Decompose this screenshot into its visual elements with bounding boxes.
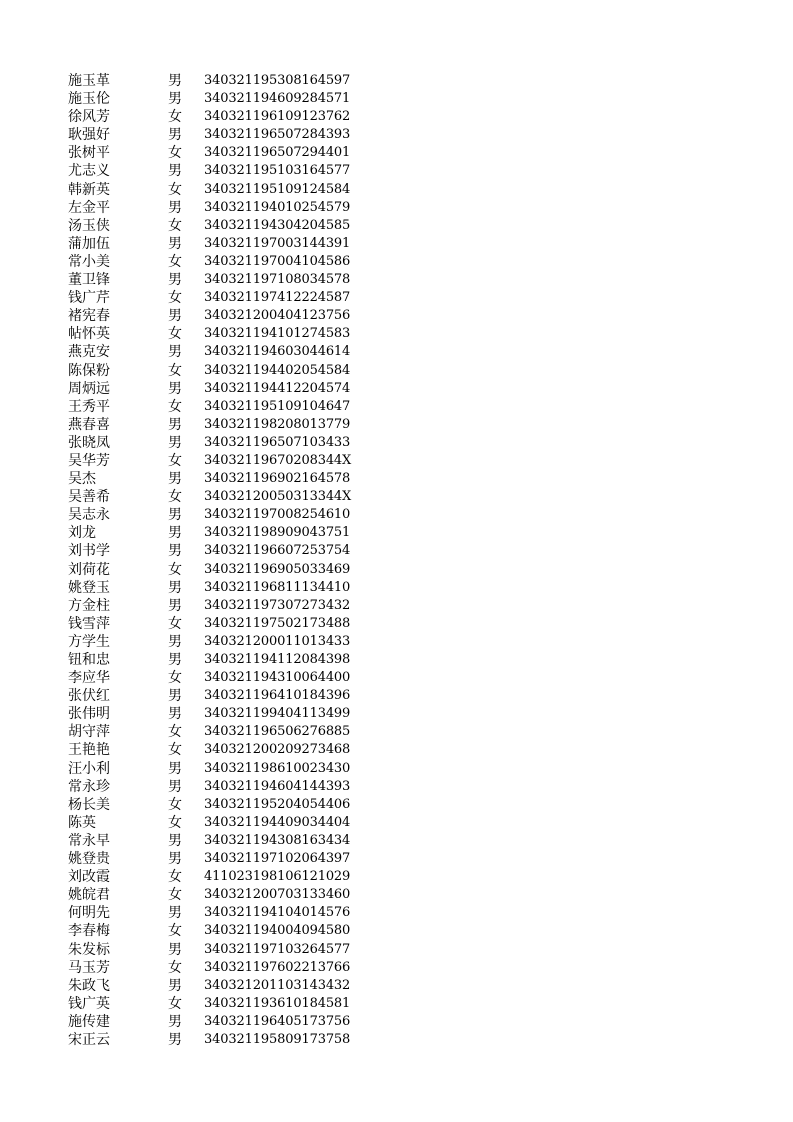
table-row [0, 687, 793, 705]
name-cell: 韩新英 [68, 181, 110, 198]
gender-cell: 女 [168, 615, 182, 632]
gender-cell: 男 [168, 633, 182, 650]
id-number-cell: 340321197412224587 [204, 290, 351, 306]
id-number-cell: 340321194304204585 [204, 217, 351, 233]
table-row [0, 651, 793, 669]
name-cell: 尤志义 [68, 163, 110, 180]
gender-cell: 女 [168, 181, 182, 198]
id-number-cell: 340321194609284571 [204, 91, 351, 107]
name-cell: 姚皖君 [68, 887, 110, 904]
id-number-cell: 340321201103143432 [204, 977, 351, 993]
gender-cell: 女 [168, 217, 182, 234]
id-number-cell: 340321196410184396 [204, 688, 351, 704]
name-cell: 董卫锋 [68, 272, 110, 289]
name-cell: 钱雪萍 [68, 615, 110, 632]
name-cell: 胡守萍 [68, 724, 110, 741]
table-row [0, 307, 793, 325]
table-row [0, 235, 793, 253]
gender-cell: 男 [168, 543, 182, 560]
gender-cell: 男 [168, 127, 182, 144]
gender-cell: 女 [168, 290, 182, 307]
gender-cell: 男 [168, 1013, 182, 1030]
gender-cell: 男 [168, 525, 182, 542]
gender-cell: 男 [168, 851, 182, 868]
table-row [0, 542, 793, 560]
id-number-cell: 340321199404113499 [204, 706, 351, 722]
table-row [0, 506, 793, 524]
gender-cell: 男 [168, 434, 182, 451]
gender-cell: 男 [168, 579, 182, 596]
id-number-cell: 340321200703133460 [204, 887, 351, 903]
table-row [0, 470, 793, 488]
gender-cell: 女 [168, 109, 182, 126]
id-number-cell: 340321197602213766 [204, 959, 351, 975]
name-cell: 杨长美 [68, 796, 110, 813]
gender-cell: 男 [168, 199, 182, 216]
gender-cell: 女 [168, 814, 182, 831]
name-cell: 钱广英 [68, 995, 110, 1012]
table-row [0, 181, 793, 199]
id-number-cell: 340321197004104586 [204, 253, 351, 269]
name-cell: 张伏红 [68, 688, 110, 705]
table-row [0, 977, 793, 995]
id-number-cell: 340321200209273468 [204, 742, 351, 758]
table-row [0, 959, 793, 977]
table-row [0, 561, 793, 579]
id-number-cell: 340321194010254579 [204, 199, 351, 215]
gender-cell: 男 [168, 652, 182, 668]
name-cell: 张伟明 [68, 706, 110, 723]
name-cell: 汤玉侠 [68, 217, 110, 234]
table-row [0, 199, 793, 217]
gender-cell: 女 [168, 742, 182, 759]
gender-cell: 女 [168, 253, 182, 270]
table-row [0, 778, 793, 796]
id-number-cell: 340321195204054406 [204, 796, 351, 812]
id-number-cell: 340321197003144391 [204, 235, 351, 251]
name-cell: 姚登玉 [68, 579, 110, 596]
id-number-cell: 340321198909043751 [204, 525, 351, 541]
gender-cell: 女 [168, 796, 182, 813]
name-cell: 汪小利 [68, 760, 110, 777]
name-cell: 钮和忠 [68, 652, 110, 668]
id-number-cell: 340321197502173488 [204, 615, 351, 631]
gender-cell: 男 [168, 235, 182, 252]
name-cell: 吴志永 [68, 507, 110, 524]
table-row [0, 325, 793, 343]
id-number-cell: 340321195109104647 [204, 398, 351, 414]
gender-cell: 女 [168, 145, 182, 162]
id-number-cell: 340321197102064397 [204, 851, 351, 867]
gender-cell: 女 [168, 724, 182, 741]
gender-cell: 男 [168, 1031, 182, 1048]
gender-cell: 男 [168, 380, 182, 397]
id-number-cell: 340321198208013779 [204, 416, 351, 432]
id-number-cell: 340321193610184581 [204, 995, 351, 1011]
table-row [0, 416, 793, 434]
id-number-cell: 340321194004094580 [204, 923, 351, 939]
name-cell: 张晓凤 [68, 434, 110, 451]
gender-cell: 女 [168, 489, 182, 506]
id-number-cell: 340321200404123756 [204, 308, 351, 324]
id-number-cell: 340321197103264577 [204, 941, 351, 957]
name-cell: 张树平 [68, 145, 110, 162]
table-row [0, 144, 793, 162]
table-row [0, 705, 793, 723]
table-row [0, 452, 793, 470]
id-number-cell: 340321196902164578 [204, 471, 351, 487]
table-row [0, 398, 793, 416]
name-cell: 施玉伦 [68, 91, 110, 108]
name-cell: 王秀平 [68, 398, 110, 415]
name-cell: 刘荷花 [68, 561, 110, 578]
table-row [0, 868, 793, 886]
table-row [0, 850, 793, 868]
gender-cell: 男 [168, 706, 182, 723]
table-row [0, 434, 793, 452]
table-row [0, 760, 793, 778]
id-number-cell: 340321194603044614 [204, 344, 351, 360]
name-cell: 吴善希 [68, 489, 110, 506]
gender-cell: 女 [168, 995, 182, 1012]
gender-cell: 女 [168, 398, 182, 415]
id-number-cell: 340321194604144393 [204, 778, 351, 794]
id-number-cell: 34032120050313344X [204, 489, 352, 505]
name-cell: 褚宪春 [68, 308, 110, 325]
gender-cell: 男 [168, 507, 182, 524]
table-row [0, 488, 793, 506]
name-cell: 王艳艳 [68, 742, 110, 759]
table-row [0, 289, 793, 307]
table-row [0, 162, 793, 180]
id-number-cell: 340321194112084398 [204, 652, 351, 667]
table-row [0, 796, 793, 814]
id-number-cell: 340321194101274583 [204, 326, 351, 342]
name-cell: 左金平 [68, 199, 110, 216]
table-row [0, 108, 793, 126]
table-row [0, 579, 793, 597]
name-cell: 施传建 [68, 1013, 110, 1030]
name-cell: 何明先 [68, 905, 110, 922]
gender-cell: 男 [168, 73, 182, 89]
name-cell: 马玉芳 [68, 959, 110, 976]
gender-cell: 男 [168, 905, 182, 922]
name-cell: 燕春喜 [68, 416, 110, 433]
table-row [0, 741, 793, 759]
gender-cell: 男 [168, 832, 182, 849]
id-number-cell: 340321196109123762 [204, 109, 351, 125]
id-number-cell: 340321196506276885 [204, 724, 351, 740]
id-number-cell: 340321195109124584 [204, 181, 351, 197]
name-cell: 燕克安 [68, 344, 110, 361]
id-number-cell: 340321197307273432 [204, 597, 351, 613]
gender-cell: 男 [168, 688, 182, 705]
gender-cell: 男 [168, 941, 182, 958]
gender-cell: 女 [168, 561, 182, 578]
name-cell: 吴华芳 [68, 452, 110, 469]
id-number-cell: 340321194412204574 [204, 380, 351, 396]
id-number-cell: 340321194308163434 [204, 832, 351, 848]
id-number-cell: 340321197008254610 [204, 507, 351, 523]
gender-cell: 男 [168, 163, 182, 180]
table-row [0, 217, 793, 235]
table-row [0, 941, 793, 959]
table-row [0, 72, 793, 90]
gender-cell: 女 [168, 452, 182, 469]
table-row [0, 380, 793, 398]
name-cell: 姚登贵 [68, 851, 110, 868]
id-number-cell: 340321194402054584 [204, 362, 351, 378]
table-row [0, 253, 793, 271]
table-row [0, 271, 793, 289]
id-number-cell: 340321194104014576 [204, 905, 351, 921]
id-number-cell: 340321194409034404 [204, 814, 351, 830]
table-row [0, 1013, 793, 1031]
gender-cell: 女 [168, 670, 182, 687]
id-number-cell: 340321196405173756 [204, 1013, 351, 1029]
id-number-cell: 340321196905033469 [204, 561, 351, 577]
name-cell: 帖怀英 [68, 326, 110, 343]
name-cell: 朱发标 [68, 941, 110, 958]
name-cell: 刘龙 [68, 525, 96, 542]
name-cell: 蒲加伍 [68, 235, 110, 252]
table-row [0, 633, 793, 651]
id-number-cell: 34032119670208344X [204, 452, 352, 468]
table-row [0, 343, 793, 361]
table-row [0, 524, 793, 542]
id-number-cell: 340321195103164577 [204, 163, 351, 179]
gender-cell: 男 [168, 778, 182, 795]
roster-table [0, 72, 793, 1049]
gender-cell: 女 [168, 887, 182, 904]
gender-cell: 男 [168, 760, 182, 777]
id-number-cell: 340321196607253754 [204, 543, 351, 559]
gender-cell: 男 [168, 91, 182, 108]
table-row [0, 814, 793, 832]
gender-cell: 女 [168, 362, 182, 379]
table-row [0, 922, 793, 940]
name-cell: 耿强好 [68, 127, 110, 144]
gender-cell: 男 [168, 977, 182, 994]
name-cell: 刘改霞 [68, 869, 110, 886]
name-cell: 陈英 [68, 814, 96, 831]
id-number-cell: 340321195809173758 [204, 1031, 351, 1047]
table-row [0, 90, 793, 108]
id-number-cell: 411023198106121029 [204, 869, 351, 885]
name-cell: 吴杰 [68, 471, 96, 488]
name-cell: 陈保粉 [68, 362, 110, 379]
name-cell: 钱广芹 [68, 290, 110, 307]
table-row [0, 1031, 793, 1049]
table-row [0, 995, 793, 1013]
id-number-cell: 340321197108034578 [204, 272, 351, 288]
gender-cell: 女 [168, 326, 182, 343]
name-cell: 方学生 [68, 633, 110, 650]
name-cell: 施玉革 [68, 73, 110, 89]
table-row [0, 886, 793, 904]
name-cell: 周炳远 [68, 380, 110, 397]
gender-cell: 男 [168, 344, 182, 361]
gender-cell: 男 [168, 308, 182, 325]
name-cell: 常永珍 [68, 778, 110, 795]
name-cell: 宋正云 [68, 1031, 110, 1048]
table-row [0, 362, 793, 380]
gender-cell: 男 [168, 416, 182, 433]
id-number-cell: 340321195308164597 [204, 73, 351, 88]
id-number-cell: 340321194310064400 [204, 670, 351, 686]
gender-cell: 男 [168, 471, 182, 488]
name-cell: 朱政飞 [68, 977, 110, 994]
gender-cell: 女 [168, 923, 182, 940]
table-row [0, 904, 793, 922]
name-cell: 方金柱 [68, 597, 110, 614]
gender-cell: 男 [168, 597, 182, 614]
gender-cell: 女 [168, 869, 182, 886]
gender-cell: 女 [168, 959, 182, 976]
id-number-cell: 340321198610023430 [204, 760, 351, 776]
table-row [0, 669, 793, 687]
id-number-cell: 340321196507103433 [204, 434, 351, 450]
gender-cell: 男 [168, 272, 182, 289]
table-row [0, 126, 793, 144]
id-number-cell: 340321196507294401 [204, 145, 351, 161]
id-number-cell: 340321200011013433 [204, 633, 351, 649]
name-cell: 徐风芳 [68, 109, 110, 126]
id-number-cell: 340321196811134410 [204, 579, 351, 595]
name-cell: 李春梅 [68, 923, 110, 940]
table-row [0, 832, 793, 850]
table-row [0, 597, 793, 615]
table-row [0, 723, 793, 741]
name-cell: 常小美 [68, 253, 110, 270]
id-number-cell: 340321196507284393 [204, 127, 351, 143]
table-row [0, 615, 793, 633]
name-cell: 常永早 [68, 832, 110, 849]
name-cell: 刘书学 [68, 543, 110, 560]
name-cell: 李应华 [68, 670, 110, 687]
